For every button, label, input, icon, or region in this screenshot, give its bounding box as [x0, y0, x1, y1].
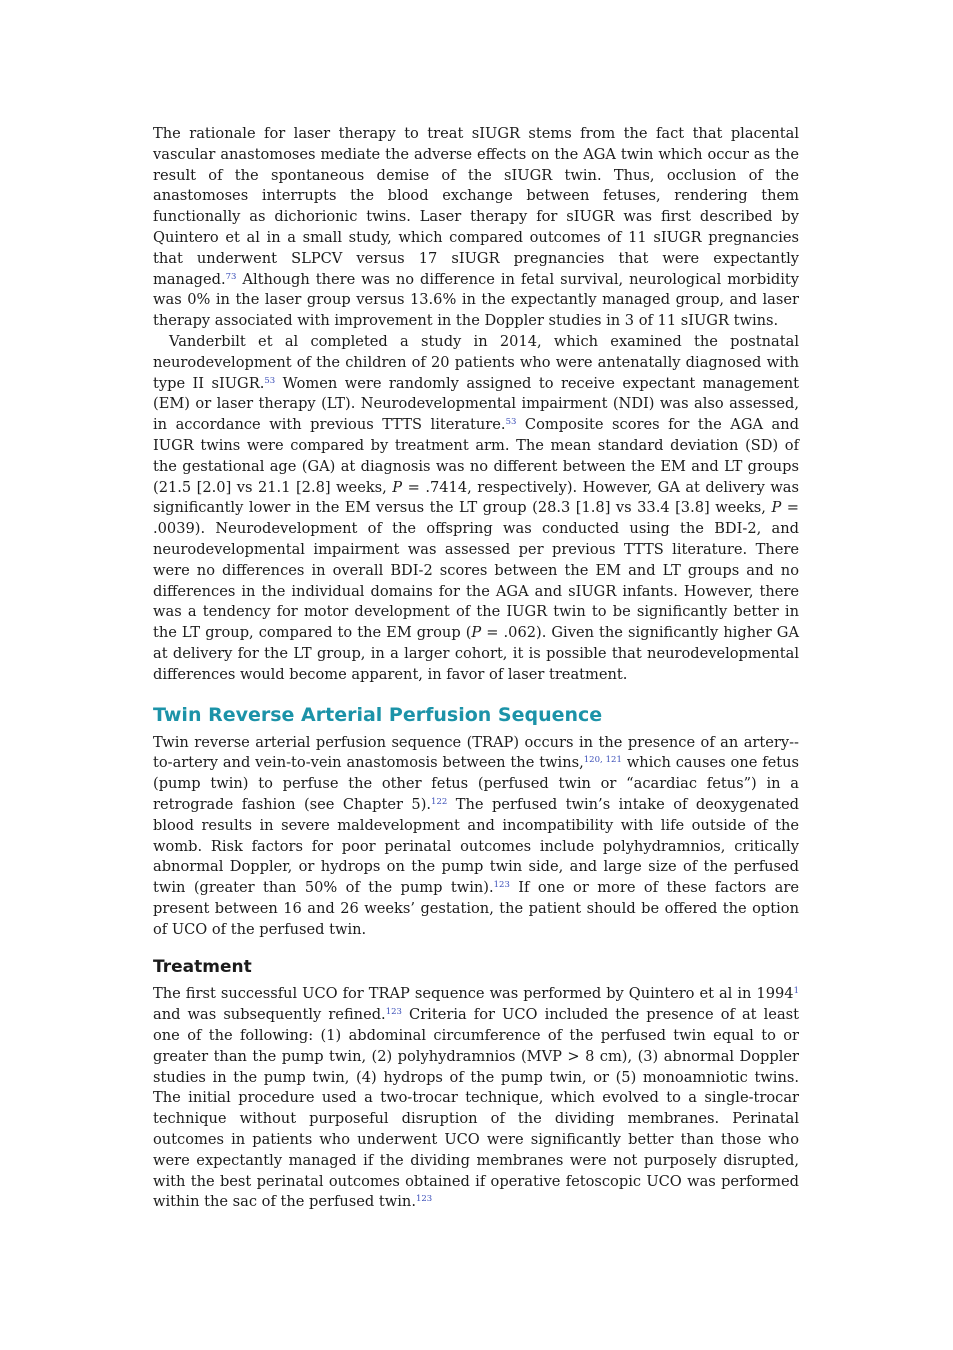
reference-link[interactable]: 73 — [225, 271, 237, 282]
text-run: Composite scores for the AGA and IUGR twins were compared by treatment arm. The mean standard deviation (SD) of the gestational age (GA) at diagnosis was no different between the EM and LT groups (21.5 [2.0] vs 21.1 [2.8] weeks, — [153, 416, 799, 496]
reference-link[interactable]: 123 — [415, 1194, 433, 1205]
text-run: Vanderbilt et al completed a study in 2014, which examined the postnatal neurodevelopment of the children of 20 patients who were antenatally diagnosed with type II sIUGR. — [153, 332, 799, 392]
text-run: The perfused twin’s intake of deoxygenated blood results in severe maldevelopment and incompatibility with life outside of the womb. Risk factors for poor perinatal outcomes include polyhydramnios, critically abnormal Doppler, or hydrops on the pump twin side, and large size of the perfused twin (greater than 50% of the pump twin). — [153, 795, 799, 897]
paragraph-trap-description — [153, 733, 799, 941]
paragraph-vanderbilt-study — [153, 332, 799, 686]
text-run: Women were randomly assigned to receive expectant management (EM) or laser therapy (LT). Neurodevelopmental impairment (NDI) was also assessed, in accordance with previous TTTS literature. — [153, 374, 800, 434]
text-run: Criteria for UCO included the presence of at least one of the following: (1) abdominal circumference of the perfused twin equal to or greater than the pump twin, (2) polyhydramnios (MVP > 8 cm), (3) abnormal Doppler studies in the pump twin, (4) hydrops of the pump twin, or (5) monoamniotic twins. The initial procedure used a two-trocar technique, which evolved to a single-trocar technique without purposeful disruption of the dividing membranes. Perinatal outcomes in patients who underwent UCO were significantly better than those who were expectantly managed if the dividing membranes were not purposely disrupted, with the best perinatal outcomes obtained if operative fetoscopic UCO was performed within the sac of the perfused twin. — [153, 1006, 800, 1211]
text-run: The rationale for laser therapy to treat sIUGR stems from the fact that placental vascular anastomoses mediate the adverse effects on the AGA twin which occur as the result of the spontaneous demise of the sIUGR twin. Thus, occlusion of the anastomoses interrupts the blood exchange between fetuses, rendering them functionally as dichorionic twins. Laser therapy for sIUGR was first described by Quintero et al in a small study, which compared outcomes of 11 sIUGR pregnancies that underwent SLPCV versus 17 sIUGR pregnancies that were expectantly managed. — [153, 125, 799, 288]
reference-link[interactable]: 53 — [264, 375, 276, 386]
paragraph-trap-treatment — [153, 984, 799, 1213]
reference-link[interactable]: 123 — [493, 880, 510, 891]
reference-link[interactable]: 120, 121 — [583, 755, 622, 766]
italic-symbol: P — [771, 499, 782, 517]
text-run: Twin reverse arterial perfusion sequence (TRAP) occurs in the presence of an artery--to-artery and vein-to-vein anastomosis between the twins, — [153, 733, 799, 772]
section-heading-trap: Twin Reverse Arterial Perfusion Sequence — [153, 703, 603, 726]
text-run: = .7414, respectively). However, GA at delivery was significantly lower in the EM versus the LT group (28.3 [1.8] vs 33.4 [3.8] weeks, — [153, 478, 799, 517]
reference-link[interactable]: 53 — [505, 417, 517, 428]
italic-symbol: P — [392, 478, 403, 496]
subsection-heading-treatment: Treatment — [153, 957, 252, 978]
text-run: which causes one fetus (pump twin) to perfuse the other fetus (perfused twin or “acardiac fetus”) in a retrograde fashion (see Chapter 5). — [153, 754, 799, 813]
document-page — [153, 124, 799, 1213]
italic-symbol: P — [471, 624, 482, 642]
paragraph-laser-rationale — [153, 124, 799, 332]
reference-link[interactable]: 1 — [793, 986, 799, 997]
text-run: If one or more of these factors are present between 16 and 26 weeks’ gestation, the patient should be offered the option of UCO of the perfused twin. — [153, 879, 799, 938]
reference-link[interactable]: 123 — [385, 1007, 402, 1018]
text-run: Although there was no difference in fetal survival, neurological morbidity was 0% in the laser group versus 13.6% in the expectantly managed group, and laser therapy associated with improvement in the Doppler studies in 3 of 11 sIUGR twins. — [153, 270, 799, 330]
text-run: = .0039). Neurodevelopment of the offspring was conducted using the BDI-2, and neurodevelopmental impairment was assessed per previous TTTS literature. There were no differences in overall BDI-2 scores between the EM and LT groups and no differences in the individual domains for the AGA and sIUGR infants. However, there was a tendency for motor development of the IUGR twin to be significantly better in the LT group, compared to the EM group ( — [153, 499, 799, 642]
text-run: The first successful UCO for TRAP sequence was performed by Quintero et al in 1994 — [153, 985, 794, 1003]
text-run: and was subsequently refined. — [153, 1006, 386, 1024]
text-run: = .062). Given the significantly higher GA at delivery for the LT group, in a larger cohort, it is possible that neurodevelopmental differences would become apparent, in favor of laser treatment. — [153, 624, 799, 683]
reference-link[interactable]: 122 — [431, 796, 448, 807]
